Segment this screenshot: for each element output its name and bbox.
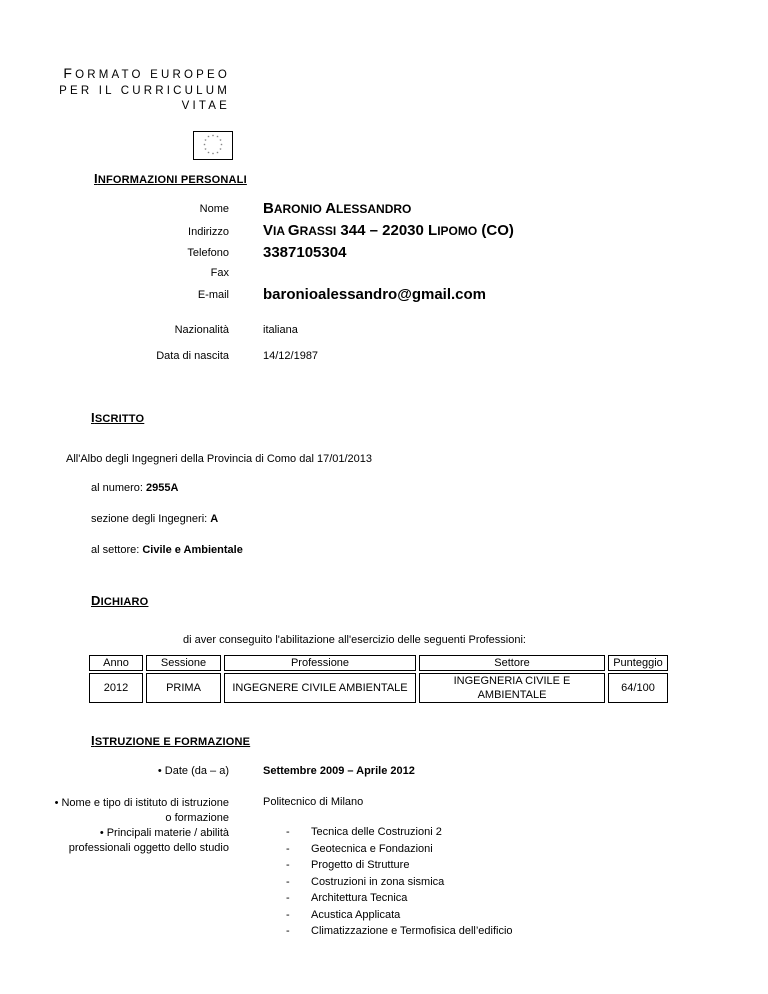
engineer-section: sezione degli Ingegneri: A <box>91 513 219 525</box>
email-label: E-mail <box>197 289 229 301</box>
table-row <box>89 673 668 703</box>
phone-value: 3387105304 <box>263 244 347 261</box>
list-item: Climatizzazione e Termofisica dell’edificio <box>311 925 513 937</box>
institute-value: Politecnico di Milano <box>263 796 364 808</box>
cv-title-line-2: PER IL CURRICULUM <box>59 84 230 97</box>
list-bullet: - <box>286 925 290 937</box>
birth-date-label: Data di nascita <box>156 350 229 362</box>
list-item: Acustica Applicata <box>311 909 401 921</box>
svg-text:*: * <box>220 143 223 148</box>
engineer-sector: al settore: Civile e Ambientale <box>91 544 243 556</box>
svg-text:*: * <box>212 152 214 157</box>
list-bullet: - <box>286 892 290 904</box>
list-bullet: - <box>286 843 290 855</box>
nationality-label: Nazionalità <box>174 324 229 336</box>
table-header-row <box>89 655 668 671</box>
list-item: Progetto di Strutture <box>311 859 410 871</box>
address-label: Indirizzo <box>188 226 229 238</box>
svg-text:*: * <box>216 151 219 156</box>
section-education: ISTRUZIONE E FORMAZIONE <box>91 733 251 748</box>
list-bullet: - <box>286 826 290 838</box>
table-header-cell: Punteggio <box>608 655 668 671</box>
fax-label: Fax <box>210 267 229 279</box>
table-cell: INGEGNERE CIVILE AMBIENTALE <box>224 673 416 703</box>
svg-text:*: * <box>216 135 219 140</box>
svg-text:*: * <box>219 138 222 144</box>
name-label: Nome <box>199 203 229 215</box>
registration-number: al numero: 2955A <box>91 482 179 494</box>
section-personal-info: INFORMAZIONI PERSONALI <box>94 171 247 186</box>
qualification-table <box>86 653 671 705</box>
table-cell: INGEGNERIA CIVILE E AMBIENTALE <box>419 673 605 703</box>
email-value: baronioalessandro@gmail.com <box>263 286 487 303</box>
cv-title <box>0 66 230 115</box>
svg-text:*: * <box>204 147 207 153</box>
table-header-cell: Anno <box>89 655 143 671</box>
table-cell: 64/100 <box>608 673 668 703</box>
cv-title-line-1: FORMATO EUROPEO <box>63 65 230 81</box>
birth-date-value: 14/12/1987 <box>263 350 319 362</box>
section-declare: DICHIARO <box>91 593 149 608</box>
table-cell: PRIMA <box>146 673 221 703</box>
name-value: BARONIO ALESSANDRO <box>263 200 412 217</box>
list-bullet: - <box>286 876 290 888</box>
eu-flag-icon <box>193 131 233 160</box>
svg-text:*: * <box>207 135 210 140</box>
svg-text:*: * <box>212 134 214 139</box>
date-label: • Date (da – a) <box>157 765 229 777</box>
svg-text:*: * <box>207 151 210 156</box>
cv-title-line-3: VITAE <box>181 100 230 112</box>
institute-label: • Nome e tipo di istituto di istruzione o formazione • Principali materie / abilità professionali oggetto dello studio <box>54 797 229 854</box>
phone-label: Telefono <box>187 247 229 259</box>
section-enrolled: ISCRITTO <box>91 410 145 425</box>
list-item: Geotecnica e Fondazioni <box>311 843 433 855</box>
table-header-cell: Sessione <box>146 655 221 671</box>
list-item: Tecnica delle Costruzioni 2 <box>311 826 442 838</box>
table-cell: 2012 <box>89 673 143 703</box>
list-bullet: - <box>286 859 290 871</box>
svg-text:*: * <box>203 143 206 148</box>
list-bullet: - <box>286 909 290 921</box>
list-item: Architettura Tecnica <box>311 892 408 904</box>
list-item: Costruzioni in zona sismica <box>311 876 445 888</box>
address-value: VIA GRASSI 344 – 22030 LIPOMO (CO) <box>263 222 514 239</box>
date-value: Settembre 2009 – Aprile 2012 <box>263 765 415 777</box>
table-header-cell: Professione <box>224 655 416 671</box>
table-header-cell: Settore <box>419 655 605 671</box>
declare-text: di aver conseguito l'abilitazione all'esercizio delle seguenti Professioni: <box>183 634 526 646</box>
svg-text:*: * <box>219 147 222 153</box>
albo-text: All'Albo degli Ingegneri della Provincia di Como dal 17/01/2013 <box>66 453 373 465</box>
eu-stars-icon <box>194 132 232 159</box>
svg-text:*: * <box>204 138 207 144</box>
nationality-value: italiana <box>263 324 298 336</box>
